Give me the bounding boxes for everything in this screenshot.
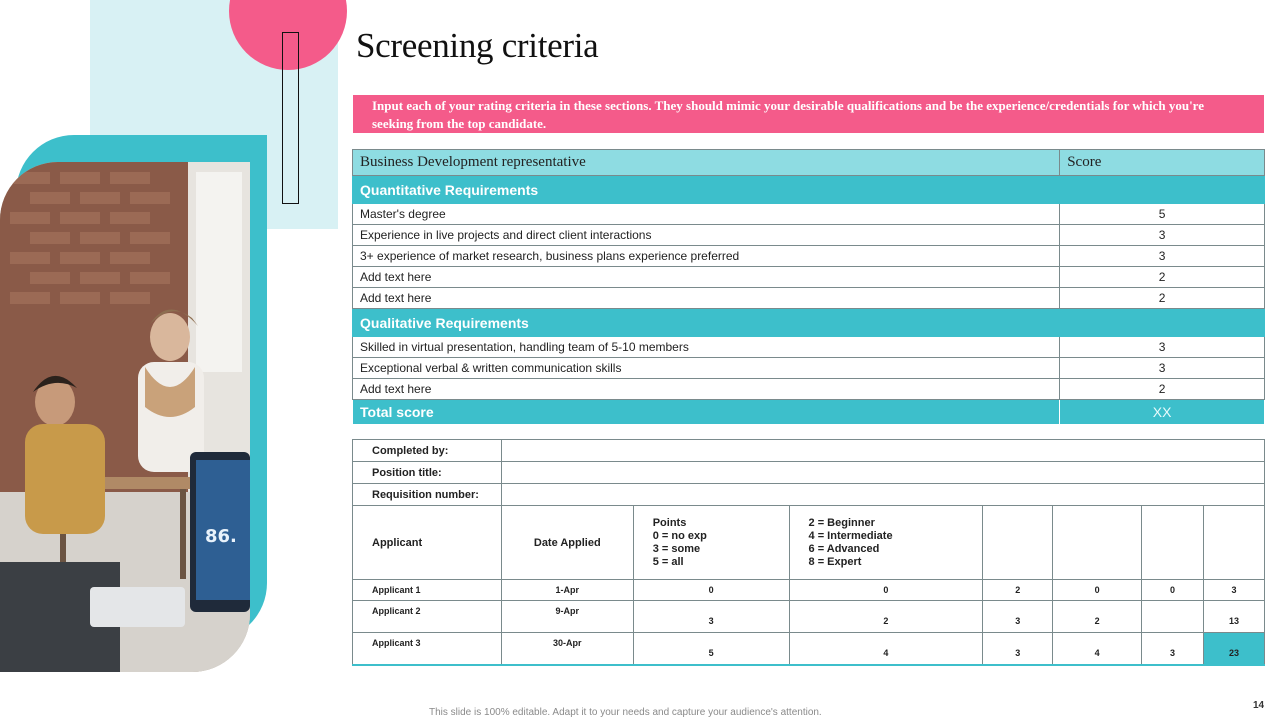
applicant-total: 23 [1204, 633, 1265, 665]
criteria-label: Add text here [353, 288, 1060, 309]
applicant-total: 3 [1204, 580, 1265, 601]
criteria-score: 5 [1060, 204, 1265, 225]
applicant-value: 3 [983, 633, 1053, 665]
applicant-value: 4 [789, 633, 983, 665]
requisition-number-field[interactable] [501, 484, 1264, 506]
applicant-row [353, 633, 1265, 665]
applicant-total: 13 [1204, 601, 1265, 633]
criteria-label: Exceptional verbal & written communication skills [353, 358, 1060, 379]
blank-header-cell [1142, 506, 1204, 580]
page-title: Screening criteria [356, 26, 599, 65]
points-legend-line: 3 = some [652, 542, 701, 555]
decorative-outline-bar [282, 32, 299, 204]
applicant-table [352, 439, 1265, 666]
applicant-date: 9-Apr [501, 601, 633, 633]
qualitative-section-title: Qualitative Requirements [353, 309, 1265, 337]
svg-text:86.: 86. [205, 526, 237, 547]
applicant-value: 3 [1142, 633, 1204, 665]
applicant-value: 0 [633, 580, 789, 601]
blank-header-cell [1204, 506, 1265, 580]
criteria-score: 3 [1060, 246, 1265, 267]
blank-header-cell [983, 506, 1053, 580]
criteria-label: 3+ experience of market research, business plans experience preferred [353, 246, 1060, 267]
criteria-row [353, 246, 1265, 267]
criteria-score: 3 [1060, 225, 1265, 246]
points-legend-line: 0 = no exp [652, 529, 707, 542]
criteria-row [353, 288, 1265, 309]
applicant-value: 2 [1053, 601, 1142, 633]
criteria-row [353, 267, 1265, 288]
criteria-row [353, 379, 1265, 400]
criteria-table [352, 149, 1265, 425]
applicant-name: Applicant 2 [353, 601, 502, 633]
role-header: Business Development representative [353, 150, 1060, 176]
instruction-banner: Input each of your rating criteria in these sections. They should mimic your desirable qualifications and be the experience/credentials for which you're seeking from the top candidate. [353, 95, 1264, 133]
completed-by-field[interactable] [501, 440, 1264, 462]
criteria-row [353, 225, 1265, 246]
level-legend-line: 6 = Advanced [808, 542, 880, 555]
applicant-value: 2 [983, 580, 1053, 601]
criteria-row [353, 337, 1265, 358]
applicant-row [353, 580, 1265, 601]
level-legend [789, 506, 983, 580]
criteria-score: 2 [1060, 379, 1265, 400]
applicant-row [353, 601, 1265, 633]
quantitative-section-title: Quantitative Requirements [353, 176, 1265, 204]
total-score: XX [1060, 400, 1265, 425]
page-number: 14 [1253, 700, 1265, 711]
applicant-value: 2 [789, 601, 983, 633]
applicant-date: 1-Apr [501, 580, 633, 601]
criteria-header-row [353, 150, 1265, 176]
requisition-number-label: Requisition number: [353, 484, 502, 506]
criteria-label: Experience in live projects and direct client interactions [353, 225, 1060, 246]
date-applied-header: Date Applied [501, 506, 633, 580]
level-legend-line: 2 = Beginner [808, 516, 875, 529]
score-header: Score [1060, 150, 1265, 176]
criteria-score: 2 [1060, 267, 1265, 288]
position-title-field[interactable] [501, 462, 1264, 484]
applicant-header: Applicant [353, 506, 502, 580]
office-meeting-photo [0, 162, 250, 672]
criteria-label: Add text here [353, 267, 1060, 288]
criteria-label: Master's degree [353, 204, 1060, 225]
criteria-score: 3 [1060, 358, 1265, 379]
points-legend-line: 5 = all [652, 555, 684, 568]
section-row [353, 176, 1265, 204]
criteria-score: 3 [1060, 337, 1265, 358]
applicant-value: 0 [789, 580, 983, 601]
total-label: Total score [353, 400, 1060, 425]
footer-note: This slide is 100% editable. Adapt it to your needs and capture your audience's attention. [429, 707, 822, 718]
applicant-value [1142, 601, 1204, 633]
applicant-value: 0 [1053, 580, 1142, 601]
applicant-value: 0 [1142, 580, 1204, 601]
blank-header-cell [1053, 506, 1142, 580]
applicant-date: 30-Apr [501, 633, 633, 665]
criteria-row [353, 358, 1265, 379]
applicant-header-row [353, 506, 1265, 580]
points-legend-line: Points [652, 516, 687, 529]
info-row [353, 484, 1265, 506]
completed-by-label: Completed by: [353, 440, 502, 462]
level-legend-line: 4 = Intermediate [808, 529, 893, 542]
criteria-row [353, 204, 1265, 225]
applicant-name: Applicant 1 [353, 580, 502, 601]
position-title-label: Position title: [353, 462, 502, 484]
criteria-label: Add text here [353, 379, 1060, 400]
criteria-score: 2 [1060, 288, 1265, 309]
info-row [353, 462, 1265, 484]
applicant-name: Applicant 3 [353, 633, 502, 665]
applicant-value: 4 [1053, 633, 1142, 665]
applicant-value: 3 [983, 601, 1053, 633]
applicant-value: 5 [633, 633, 789, 665]
points-legend [633, 506, 789, 580]
total-row [353, 400, 1265, 425]
section-row [353, 309, 1265, 337]
applicant-value: 3 [633, 601, 789, 633]
info-row [353, 440, 1265, 462]
level-legend-line: 8 = Expert [808, 555, 862, 568]
criteria-label: Skilled in virtual presentation, handling team of 5-10 members [353, 337, 1060, 358]
